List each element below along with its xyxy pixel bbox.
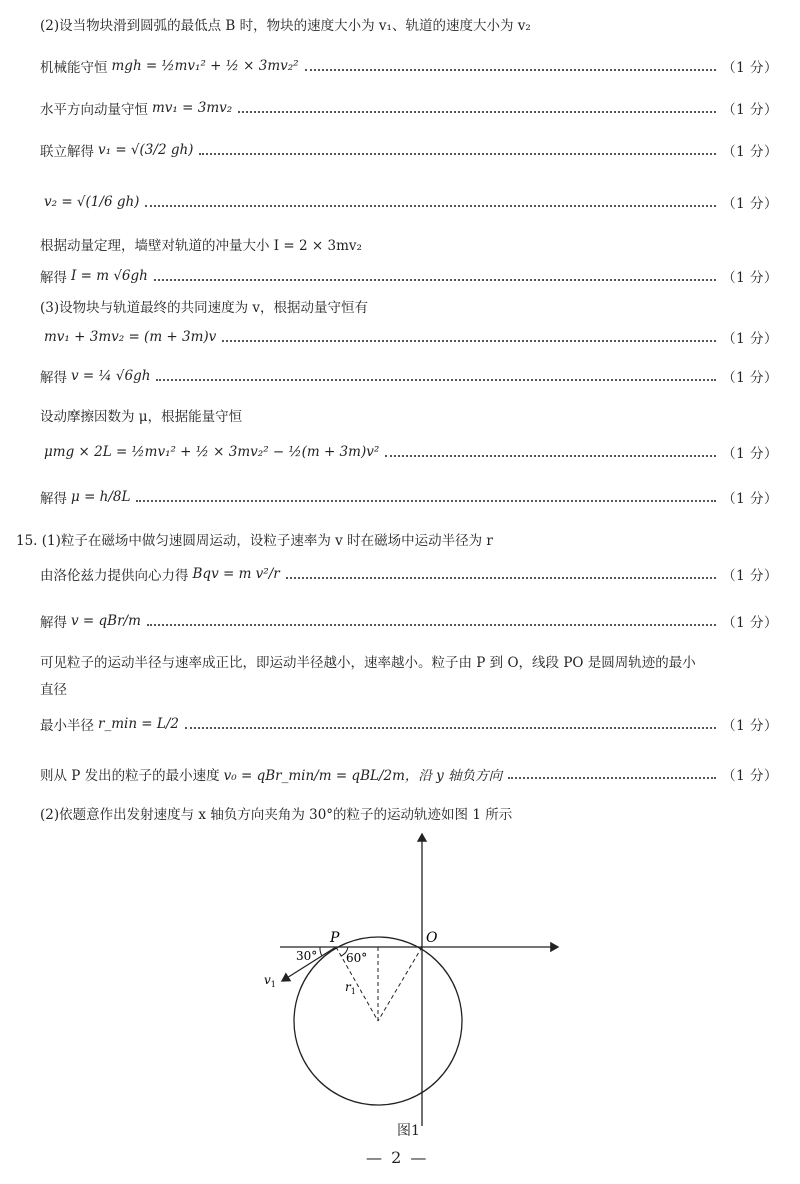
line-solve-speed <box>40 611 778 631</box>
angle-arc-30 <box>320 947 322 956</box>
line-radius-explanation <box>40 651 778 671</box>
line-part2-figure-intro <box>40 803 778 823</box>
leader-dots <box>145 204 716 207</box>
line-impulse-theorem <box>40 234 778 254</box>
line-min-speed <box>40 764 778 784</box>
line-text: (2)设当物块滑到圆弧的最低点 B 时，物块的速度大小为 v₁、轨道的速度大小为 v₂ <box>40 18 531 34</box>
line-label: 则从 P 发出的粒子的最小速度 <box>40 768 220 784</box>
line-text: (3)设物块与轨道最终的共同速度为 v，根据动量守恒有 <box>40 300 369 316</box>
score-label: （1 分） <box>722 446 778 462</box>
line-label: 联立解得 <box>40 144 94 160</box>
equation: μ = h/8L <box>71 489 131 505</box>
radius-to-O <box>378 947 422 1021</box>
equation: v = qBr/m <box>71 613 141 629</box>
line-q15-intro <box>16 529 778 549</box>
line-text: 15. (1)粒子在磁场中做匀速圆周运动，设粒子速率为 v 时在磁场中运动半径为 r <box>16 533 493 549</box>
line-lorentz-force <box>40 564 778 584</box>
line-label: 解得 <box>40 370 67 386</box>
leader-dots <box>199 152 716 155</box>
leader-dots <box>508 776 716 779</box>
line-text: 设动摩擦因数为 μ，根据能量守恒 <box>40 409 243 425</box>
line-common-velocity <box>40 327 778 347</box>
figure-1-diagram <box>250 826 580 1141</box>
line-label: 解得 <box>40 491 67 507</box>
equation: mgh = ½mv₁² + ½ × 3mv₂² <box>111 58 299 74</box>
leader-dots <box>147 623 716 626</box>
score-label: （1 分） <box>722 196 778 212</box>
line-energy-friction <box>40 442 778 462</box>
equation: v₁ = √(3/2 gh) <box>98 142 194 158</box>
line-min-radius <box>40 714 778 734</box>
score-label: （1 分） <box>722 144 778 160</box>
score-label: （1 分） <box>722 270 778 286</box>
leader-dots <box>222 339 716 342</box>
line-friction-intro <box>40 405 778 425</box>
equation: v = ¼ √6gh <box>71 368 151 384</box>
leader-dots <box>154 278 716 281</box>
page-number: — 2 — <box>366 1148 429 1167</box>
line-solve-v <box>40 366 778 386</box>
line-solve-v2 <box>40 192 778 212</box>
leader-dots <box>185 726 716 729</box>
line-label: 解得 <box>40 270 67 286</box>
equation: r_min = L/2 <box>98 716 180 732</box>
line-text: 根据动量定理，墙壁对轨道的冲量大小 I = 2 × 3mv₂ <box>40 238 362 254</box>
label-radius: $r_1$ <box>345 980 356 996</box>
score-label: （1 分） <box>722 718 778 734</box>
line-part2-intro <box>40 14 778 34</box>
label-point-O: O <box>426 930 438 946</box>
score-label: （1 分） <box>722 331 778 347</box>
line-text: 可见粒子的运动半径与速率成正比，即运动半径越小，速率越小。粒子由 P 到 O，线段 PO 是圆周轨迹的最小 <box>40 655 696 671</box>
score-label: （1 分） <box>722 615 778 631</box>
line-solve-mu <box>40 487 778 507</box>
leader-dots <box>286 576 716 579</box>
equation: Bqv = m v²/r <box>192 566 280 582</box>
line-part3-intro <box>40 296 778 316</box>
equation: mv₁ = 3mv₂ <box>152 100 233 116</box>
figure-caption: 图1 <box>397 1123 420 1139</box>
line-label: 机械能守恒 <box>40 60 108 76</box>
equation: μmg × 2L = ½mv₁² + ½ × 3mv₂² − ½(m + 3m)v² <box>44 444 380 460</box>
line-energy-conservation <box>40 56 778 76</box>
score-label: （1 分） <box>722 60 778 76</box>
score-label: （1 分） <box>722 370 778 386</box>
line-label: 解得 <box>40 615 67 631</box>
leader-dots <box>136 499 716 502</box>
line-label: 水平方向动量守恒 <box>40 102 148 118</box>
line-text: (2)依题意作出发射速度与 x 轴负方向夹角为 30°的粒子的运动轨迹如图 1 所示 <box>40 807 513 823</box>
leader-dots <box>305 68 717 71</box>
line-text: 直径 <box>40 682 67 698</box>
label-angle-60: 60° <box>346 951 368 965</box>
line-momentum-conservation <box>40 98 778 118</box>
leader-dots <box>385 454 716 457</box>
label-point-P: P <box>330 930 340 946</box>
leader-dots <box>238 110 716 113</box>
equation: I = m √6gh <box>71 268 148 284</box>
line-solve-v1 <box>40 140 778 160</box>
score-label: （1 分） <box>722 568 778 584</box>
line-radius-explanation-cont <box>40 678 778 698</box>
label-velocity: $v_1$ <box>264 973 276 989</box>
label-angle-30: 30° <box>296 949 318 963</box>
equation: v₂ = √(1/6 gh) <box>44 194 140 210</box>
line-solve-impulse <box>40 266 778 286</box>
equation: mv₁ + 3mv₂ = (m + 3m)v <box>44 329 217 345</box>
score-label: （1 分） <box>722 102 778 118</box>
score-label: （1 分） <box>722 768 778 784</box>
score-label: （1 分） <box>722 491 778 507</box>
line-label: 由洛伦兹力提供向心力得 <box>40 568 189 584</box>
leader-dots <box>156 378 716 381</box>
equation: v₀ = qBr_min/m = qBL/2m，沿 y 轴负方向 <box>223 768 503 784</box>
line-label: 最小半径 <box>40 718 94 734</box>
